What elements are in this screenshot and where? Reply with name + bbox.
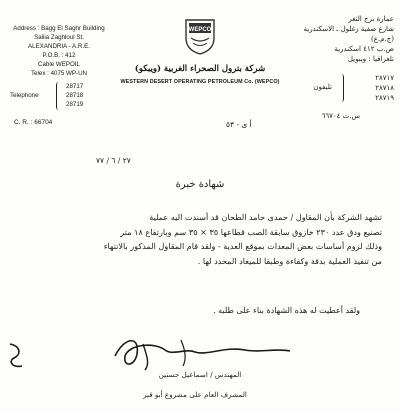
body-line: تشهد الشركة بأن المقاول / حمدى حامد الطحان قد أسندت اليه عملية [149, 212, 382, 222]
telephone-number: 28719 [66, 101, 84, 108]
address-line: ALEXANDRIA - A.R.E. [28, 43, 90, 50]
commercial-register-en: C. R. : 66704 [14, 119, 53, 126]
address-line-ar: تلغرافيا : ويبويل [347, 55, 394, 63]
phone-number-ar: ٢٨٧١٧ [375, 74, 394, 82]
reference-number: أ ى - ٥٣ [226, 120, 252, 129]
address-line-ar: (ج.م.ع) [371, 35, 394, 43]
company-name-arabic: شركة بترول الصحراء الغربية (ويبكو) [134, 64, 266, 74]
phone-label-ar: تليفون [313, 83, 332, 91]
phone-number-ar: ٢٨٧١٩ [375, 94, 394, 102]
logo-text: WEPCO [188, 27, 212, 33]
brace [56, 82, 63, 110]
signatory-name: المهندس / اسماعيل حسنين [158, 370, 242, 379]
address-line: Cable WEPOIL [38, 61, 80, 68]
document-title: شهادة خبرة [175, 179, 225, 190]
address-line: P.O.B. : 412 [42, 52, 76, 59]
phone-number-ar: ٢٨٧١٨ [375, 84, 394, 92]
telephone-number: 28718 [66, 92, 84, 99]
company-name-english: WESTERN DESERT OPERATING PETROLEUM Co. (WEPCO) [120, 79, 280, 85]
body-line: وذلك لزوم أساسات بعض المعدات بموقع العدية - ولقد قام المقاول المذكور بالانتهاء [103, 241, 382, 251]
address-line: Address : Bagg El Saghr Building [13, 25, 105, 32]
telephone-label: Telephone [10, 92, 39, 99]
certificate-body [18, 210, 382, 268]
address-line-ar: شارع صفية زغلول ـ الاسكندرية [303, 25, 394, 33]
english-address-block [4, 24, 114, 78]
commercial-register-ar: س.ت ٦٦٧٠٤ [321, 112, 360, 120]
arabic-address-block [282, 14, 394, 64]
handwritten-signature [95, 326, 305, 376]
body-line: من تنفيذ العملية بدقة وكفاءة وطبقا للميعاد المحدد لها . [197, 255, 382, 266]
address-line-ar: عمارة برج الثغر [348, 15, 394, 23]
address-line-ar: ص.ب ٤١٢ اسكندرية [334, 45, 394, 53]
signatory-title: المشرف العام على مشروع أبو قير [143, 390, 247, 399]
closing-statement: ولقد أعطيت له هذه الشهادة بناء على طلبه . [213, 306, 360, 315]
body-line: تصنيع ودق عدد ٢٣٠ خازوق سابقة الصب قطاعها ٣٥ × ٣٥ سم وبارتفاع ١٨ متر [120, 226, 382, 237]
address-line: Saliia Zaghloul St. [34, 34, 84, 41]
stamp-mark-icon [4, 340, 28, 370]
address-line: Telex : 4075 WP-UN [30, 70, 88, 77]
document-date: ٢٧ / ٦ / ٧٧ [96, 156, 131, 165]
brace [337, 74, 344, 102]
telephone-number: 28717 [66, 83, 84, 90]
company-logo-icon [181, 16, 219, 56]
